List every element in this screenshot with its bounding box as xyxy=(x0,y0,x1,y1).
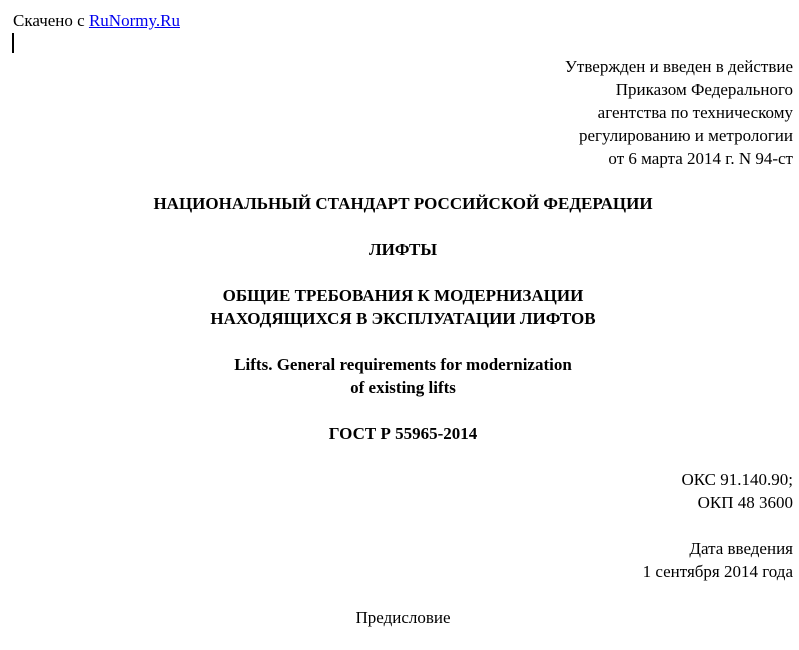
effective-date-label: Дата введения xyxy=(689,539,793,558)
text-caret xyxy=(12,33,14,53)
approval-block xyxy=(565,55,793,170)
approval-line-3: агентства по техническому xyxy=(597,103,793,122)
title-en-line-1: Lifts. General requirements for modernization xyxy=(234,355,572,374)
oks-code: ОКС 91.140.90; xyxy=(681,470,793,489)
download-source-prefix: Скачено с xyxy=(13,11,85,30)
classification-block xyxy=(681,468,793,514)
approval-line-5: от 6 марта 2014 г. N 94-ст xyxy=(608,149,793,168)
foreword-heading: Предисловие xyxy=(355,608,451,627)
effective-date-block xyxy=(643,537,793,583)
standard-subject-heading: ЛИФТЫ xyxy=(368,240,438,259)
okp-code: ОКП 48 3600 xyxy=(697,493,793,512)
standard-title-ru xyxy=(0,284,799,330)
standard-title-en xyxy=(0,353,799,399)
title-ru-line-2: НАХОДЯЩИХСЯ В ЭКСПЛУАТАЦИИ ЛИФТОВ xyxy=(210,309,596,328)
approval-line-2: Приказом Федерального xyxy=(615,80,793,99)
title-en-line-2: of existing lifts xyxy=(350,378,456,397)
effective-date-value: 1 сентября 2014 года xyxy=(642,562,793,581)
title-ru-line-1: ОБЩИЕ ТРЕБОВАНИЯ К МОДЕРНИЗАЦИИ xyxy=(222,286,584,305)
download-source-line xyxy=(13,9,180,32)
runormy-link[interactable]: RuNormy.Ru xyxy=(88,11,180,30)
approval-line-1: Утвержден и введен в действие xyxy=(564,57,793,76)
standard-code: ГОСТ Р 55965-2014 xyxy=(328,424,478,443)
approval-line-4: регулированию и метрологии xyxy=(578,126,793,145)
standard-category-heading: НАЦИОНАЛЬНЫЙ СТАНДАРТ РОССИЙСКОЙ ФЕДЕРАЦИИ xyxy=(153,194,653,213)
